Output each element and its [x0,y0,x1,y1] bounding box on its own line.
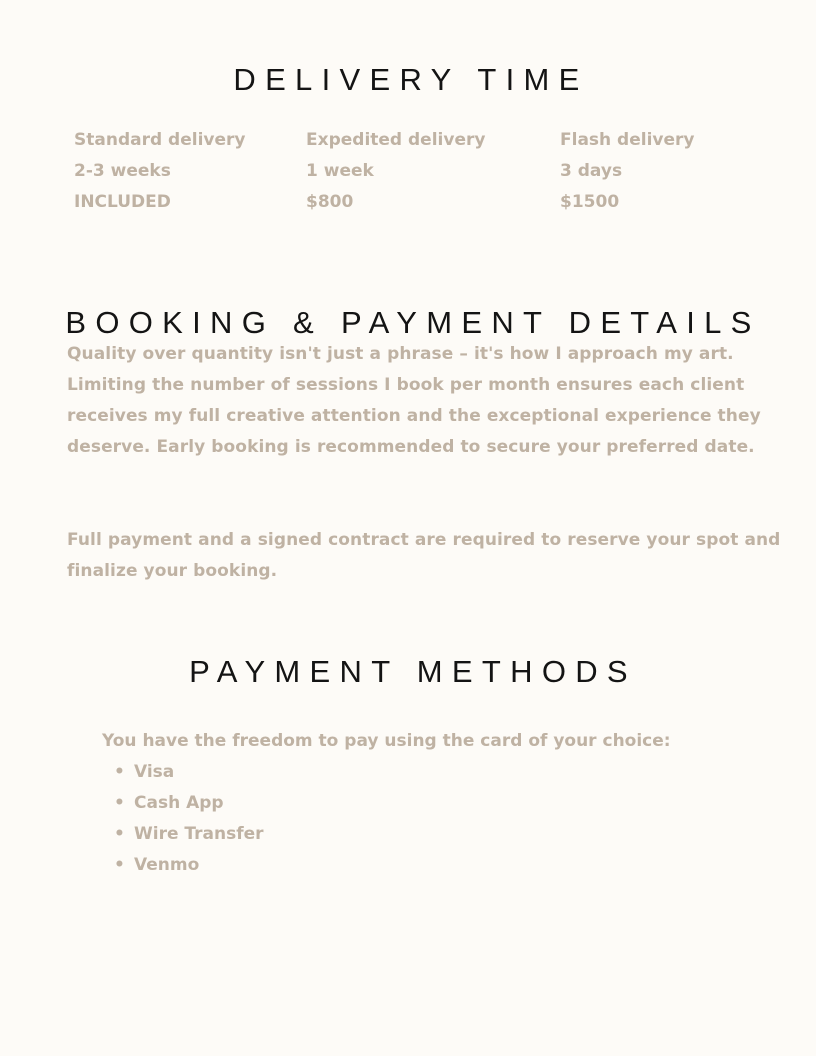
delivery-option-name: Expedited delivery [306,130,486,150]
delivery-option-name: Flash delivery [560,130,695,150]
delivery-option-name: Standard delivery [74,130,246,150]
booking-paragraph-quality: Quality over quantity isn't just a phrase – it's how I approach my art. Limiting the number of sessions I book per month ensures each client receives my full creative attention and the exceptional experience they deserve. Early booking is recommended to secure your preferred date. [67,344,761,457]
delivery-option-duration: 3 days [560,161,623,181]
payment-method-label: Visa [134,762,175,782]
delivery-option-price: $1500 [560,192,620,212]
payment-method-label: Cash App [134,793,224,813]
payment-method-label: Venmo [134,855,200,875]
payment-methods-intro: You have the freedom to pay using the card of your choice: [102,731,671,751]
delivery-option-expedited [306,125,485,218]
booking-paragraph-payment-requirement: Full payment and a signed contract are required to reserve your spot and finalize your booking. [67,530,781,581]
booking-payment-details-heading: BOOKING & PAYMENT DETAILS [65,305,761,340]
payment-method-wire-transfer [114,819,264,850]
delivery-option-flash [560,125,694,218]
delivery-option-duration: 1 week [306,161,374,181]
bullet-icon: • [114,855,125,875]
payment-methods-list [114,757,264,881]
payment-method-visa [114,757,264,788]
bullet-icon: • [114,824,125,844]
payment-method-cash-app [114,788,264,819]
bullet-icon: • [114,793,125,813]
delivery-time-heading: DELIVERY TIME [233,62,589,97]
bullet-icon: • [114,762,125,782]
delivery-option-price: $800 [306,192,354,212]
delivery-option-standard [74,125,246,218]
payment-methods-heading: PAYMENT METHODS [189,654,637,689]
delivery-option-duration: 2-3 weeks [74,161,171,181]
payment-method-venmo [114,850,264,881]
payment-method-label: Wire Transfer [134,824,264,844]
delivery-option-price: INCLUDED [74,192,171,212]
